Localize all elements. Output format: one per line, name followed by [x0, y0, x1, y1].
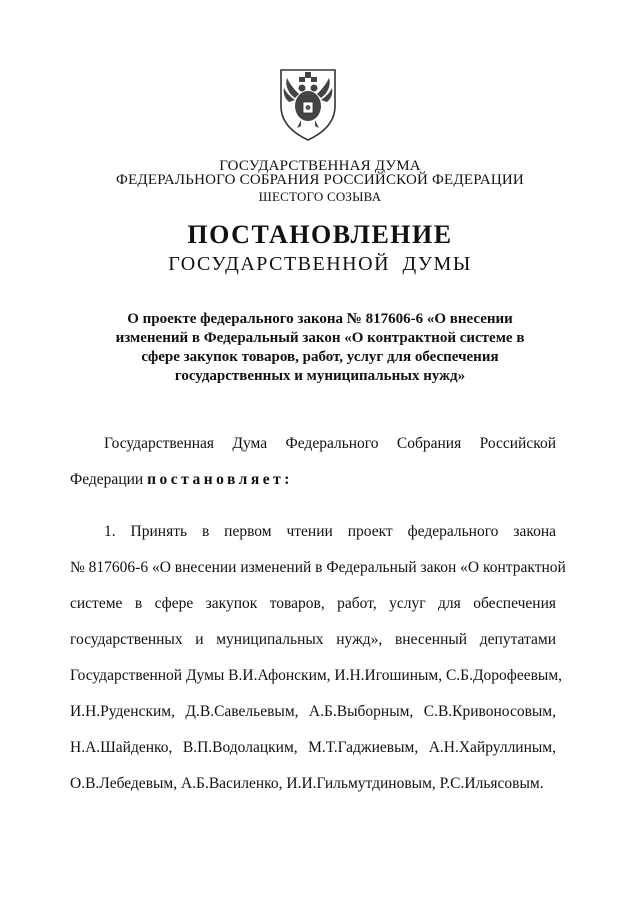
item-line: № 817606-6 «О внесении изменений в Федеральный закон «О контрактной [70, 559, 566, 576]
preamble-line: Государственная Дума Федерального Собрания Российской [104, 435, 556, 452]
item-1-paragraph [70, 522, 566, 810]
preamble-prefix: Федерации [70, 471, 144, 488]
caption-line: изменений в Федеральный закон «О контрактной системе в [115, 330, 525, 346]
item-line: 1. Принять в первом чтении проект федерального закона [104, 523, 556, 540]
caption-line: сфере закупок товаров, работ, услуг для обеспечения [141, 349, 499, 365]
item-line: И.Н.Руденским, Д.В.Савельевым, А.Б.Выборным, С.В.Кривоносовым, [70, 703, 556, 720]
preamble-paragraph [70, 434, 556, 506]
resolution-caption [100, 310, 540, 386]
header-line-2: ФЕДЕРАЛЬНОГО СОБРАНИЯ РОССИЙСКОЙ ФЕДЕРАЦИИ [116, 172, 524, 188]
document-subtitle: ГОСУДАРСТВЕННОЙ ДУМЫ [168, 253, 472, 275]
item-line: государственных и муниципальных нужд», внесенный депутатами [70, 631, 556, 648]
item-line: системе в сфере закупок товаров, работ, услуг для обеспечения [70, 595, 556, 612]
document-title: ПОСТАНОВЛЕНИЕ [187, 220, 453, 249]
caption-line: государственных и муниципальных нужд» [174, 368, 466, 384]
header-line-3: ШЕСТОГО СОЗЫВА [258, 189, 382, 204]
decree-verb: постановляет: [147, 471, 293, 488]
header-line-1: ГОСУДАРСТВЕННАЯ ДУМА [219, 158, 421, 174]
item-line: Н.А.Шайденко, В.П.Водолацким, М.Т.Гаджиевым, А.Н.Хайруллиным, [70, 739, 556, 756]
item-line: О.В.Лебедевым, А.Б.Василенко, И.И.Гильмутдиновым, Р.С.Ильясовым. [70, 775, 544, 792]
preamble-line [70, 470, 556, 506]
item-line: Государственной Думы В.И.Афонским, И.Н.Игошиным, С.Б.Дорофеевым, [70, 667, 563, 684]
caption-line: О проекте федерального закона № 817606-6 «О внесении [127, 311, 513, 327]
state-emblem-icon [275, 66, 341, 142]
